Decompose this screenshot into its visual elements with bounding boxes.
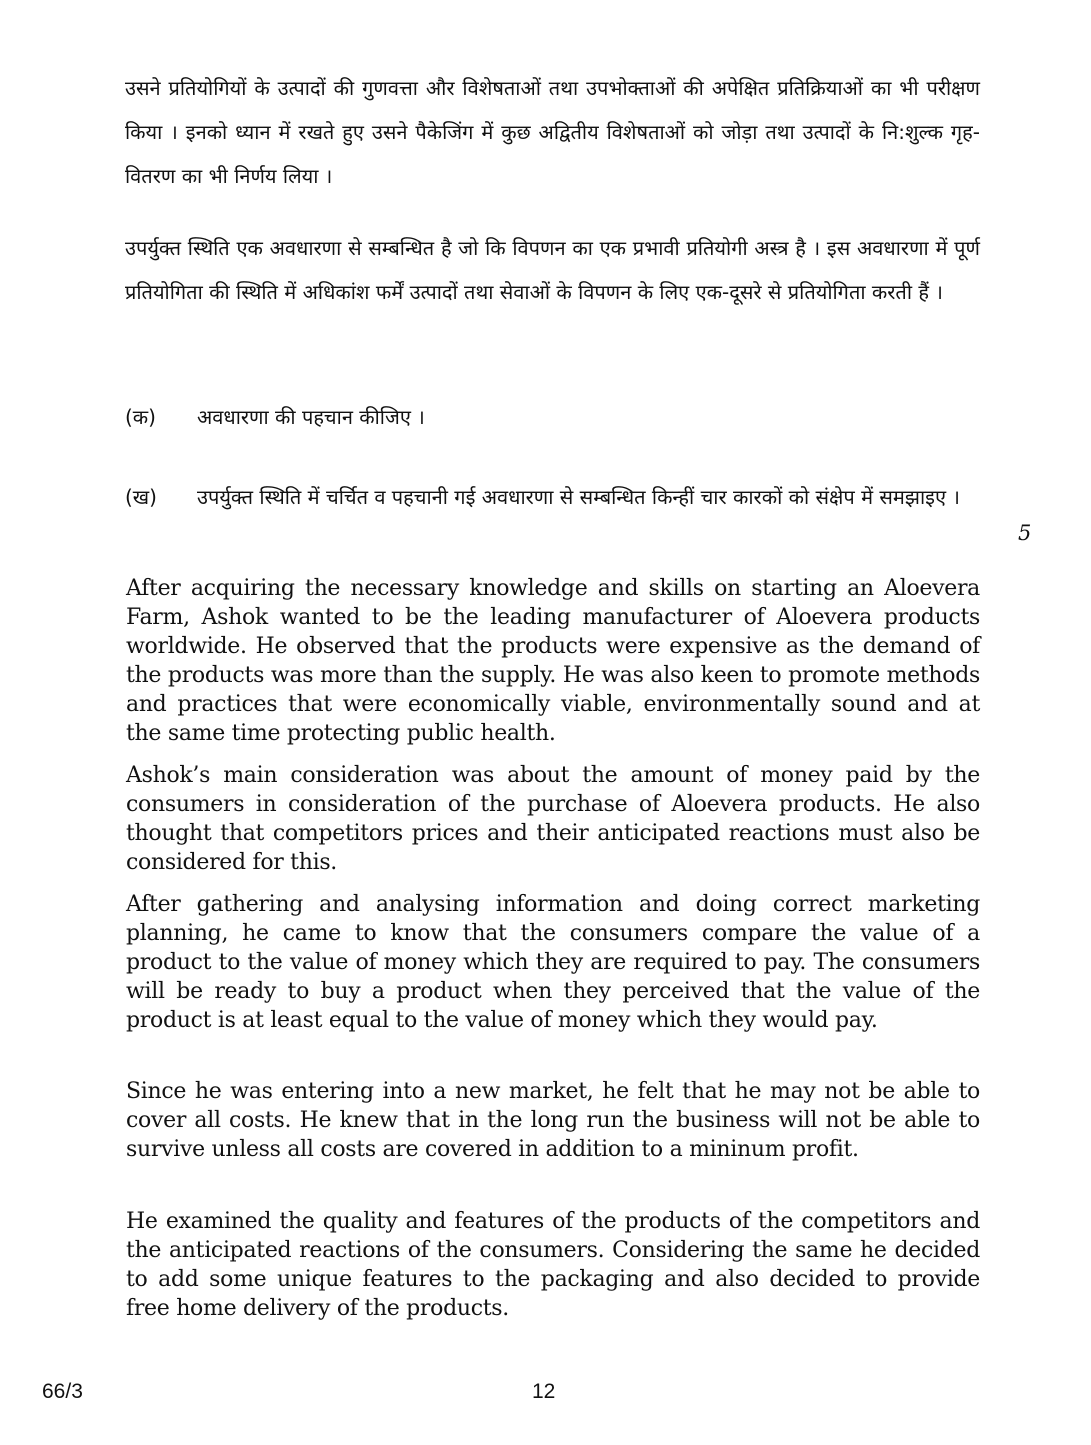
hindi-paragraph-1: उसने प्रतियोगियों के उत्पादों की गुणवत्ता और विशेषताओं तथा उपभोक्ताओं की अपेक्षित प्रतिक्रियाओं का भी परीक्षण किया । इनको ध्यान में रखते हुए उसने पैकेजिंग में कुछ अद्वितीय विशेषताओं को जोड़ा तथा उत्पादों के नि:शुल्क गृह-वितरण का भी निर्णय लिया ।: [125, 76, 980, 188]
page-number: 12: [532, 1380, 556, 1403]
hindi-question-ka: [125, 394, 425, 440]
english-paragraph-5: He examined the quality and features of the products of the competitors and the anticipated reactions of the consumers. Considering the same he decided to add some unique features to the packaging and also decided to provide free home delivery of the products.: [126, 1209, 980, 1321]
question-label-ka: (क): [125, 405, 156, 429]
hindi-paragraph-2: उपर्युक्त स्थिति एक अवधारणा से सम्बन्धित है जो कि विपणन का एक प्रभावी प्रतियोगी अस्त्र है । इस अवधारणा में पूर्ण प्रतियोगिता की स्थिति में अधिकांश फर्में उत्पादों तथा सेवाओं के विपणन के लिए एक-दूसरे से प्रतियोगिता करती हैं ।: [125, 236, 980, 304]
question-text-ka: अवधारणा की पहचान कीजिए ।: [197, 405, 425, 429]
hindi-question-kha: [125, 474, 980, 520]
question-label-kha: (ख): [125, 485, 157, 509]
marks-label: 5: [1018, 521, 1032, 545]
english-paragraph-3: After gathering and analysing information and doing correct marketing planning, he came to know that the consumers compare the value of a product to the value of money which they are required to pay. The consumers will be ready to buy a product when they perceived that the value of the product is at least equal to the value of money which they would pay.: [126, 892, 980, 1033]
english-paragraph-1: After acquiring the necessary knowledge and skills on starting an Aloevera Farm, Ashok wanted to be the leading manufacturer of Aloevera products worldwide. He observed that the products were expensive as the demand of the products was more than the supply. He was also keen to promote methods and practices that were economically viable, environmentally sound and at the same time protecting public health.: [126, 576, 980, 746]
english-paragraph-4: Since he was entering into a new market, he felt that he may not be able to cover all costs. He knew that in the long run the business will not be able to survive unless all costs are covered in addition to a mininum profit.: [126, 1079, 980, 1162]
english-paragraph-2: Ashok’s main consideration was about the amount of money paid by the consumers in consideration of the purchase of Aloevera products. He also thought that competitors prices and their anticipated reactions must also be considered for this.: [126, 763, 980, 875]
question-text-kha: उपर्युक्त स्थिति में चर्चित व पहचानी गई अवधारणा से सम्बन्धित किन्हीं चार कारकों को संक्षेप में समझाइए ।: [197, 485, 960, 509]
paper-code: 66/3: [42, 1380, 83, 1403]
